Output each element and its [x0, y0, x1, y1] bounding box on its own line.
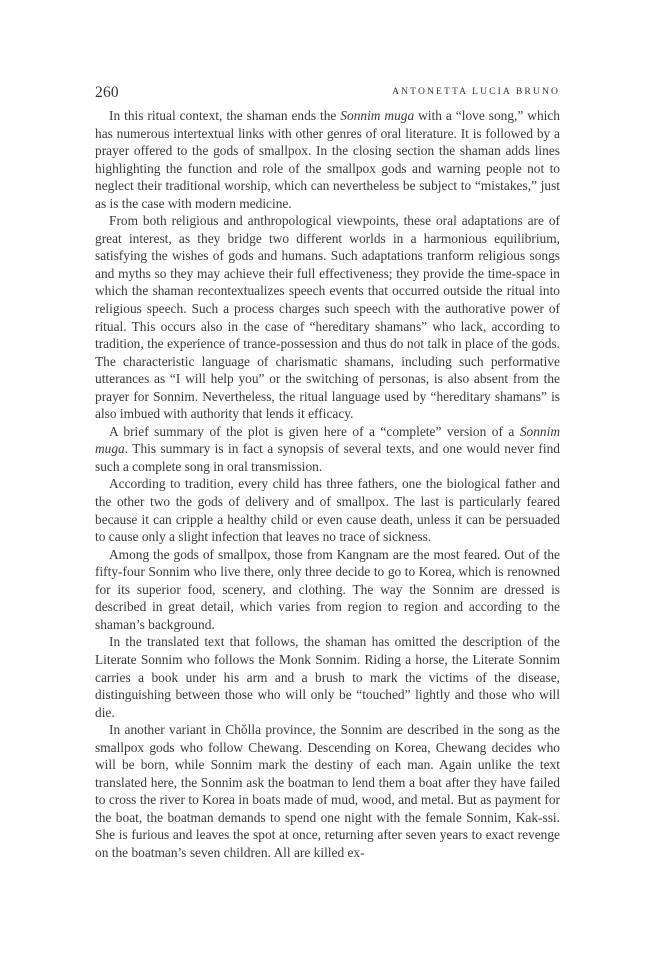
paragraph: In another variant in Chŏlla province, the Sonnim are described in the song as the smallpox gods who follow Chewang. Descending on Korea, Chewang decides who will be born, while Sonnim mark the destiny of each man. Again unlike the text translated here, the Sonnim ask the boatman to lend them a boat after they have failed to cross the river to Korea in boats made of mud, wood, and metal. But as payment for the boat, the boatman demands to spend one night with the female Sonnim, Kak-ssi. She is furious and leaves the spot at once, returning after seven years to exact revenge on the boatman’s seven children. All are killed ex-	[95, 722, 560, 860]
paragraph: Among the gods of smallpox, those from Kangnam are the most feared. Out of the fifty-four Sonnim who live there, only three decide to go to Korea, which is renowned for its superior food, scenery, and clothing. The way the Sonnim are dressed is described in great detail, which varies from region to region and according to the shaman’s background.	[95, 546, 560, 632]
paragraph: From both religious and anthropological viewpoints, these oral adaptations are of great interest, as they bridge two different worlds in a harmonious equilibrium, satisfying the wishes of gods and humans. Such adaptations tranform religious songs and myths so they may achieve their full effectiveness; they provide the time-space in which the shaman recontextualizes speech events that occurred outside the ritual into religious speech. Such a process charges such speech with the authorative power of ritual. This occurs also in the case of “hereditary shamans” who lack, according to tradition, the experience of trance-possession and thus do not talk in place of the gods. The characteristic language of charismatic shamans, including such performative utterances as “I will help you” or the switching of personas, is also absent from the prayer for Sonnim. Nevertheless, the ritual language used by “hereditary shamans” is also imbued with authority that lends it efficacy.	[95, 213, 560, 422]
paragraph: According to tradition, every child has three fathers, one the biological father and the other two the gods of delivery and of smallpox. The last is particularly feared because it can cripple a healthy child or even cause death, unless it can be persuaded to cause only a slight infection that leaves no trace of sickness.	[95, 476, 560, 545]
paragraph: In the translated text that follows, the shaman has omitted the description of the Literate Sonnim who follows the Monk Sonnim. Riding a horse, the Literate Sonnim carries a book under his arm and a brush to mark the victims of the disease, distinguishing between those who will only be “touched” lightly and those who will die.	[95, 634, 560, 720]
running-head	[95, 84, 560, 104]
page-number: 260	[95, 84, 119, 101]
italic-title: Sonnim muga	[95, 423, 560, 457]
running-head-author: ANTONETTA LUCIA BRUNO	[392, 86, 560, 97]
paragraph: In this ritual context, the shaman ends the Sonnim muga with a “love song,” which has numerous intertextual links with other genres of oral literature. It is followed by a prayer offered to the gods of smallpox. In the closing section the shaman adds lines highlighting the function and role of the smallpox gods and warning people not to neglect their traditional worship, which can nevertheless be subject to “mistakes,” just as is the case with modern medicine.	[95, 108, 560, 211]
paragraph: A brief summary of the plot is given here of a “complete” version of a Sonnim muga. This summary is in fact a synopsis of several texts, and one would never find such a complete song in oral transmission.	[95, 423, 560, 474]
italic-title: Sonnim muga	[340, 108, 415, 123]
body-text	[95, 107, 560, 862]
